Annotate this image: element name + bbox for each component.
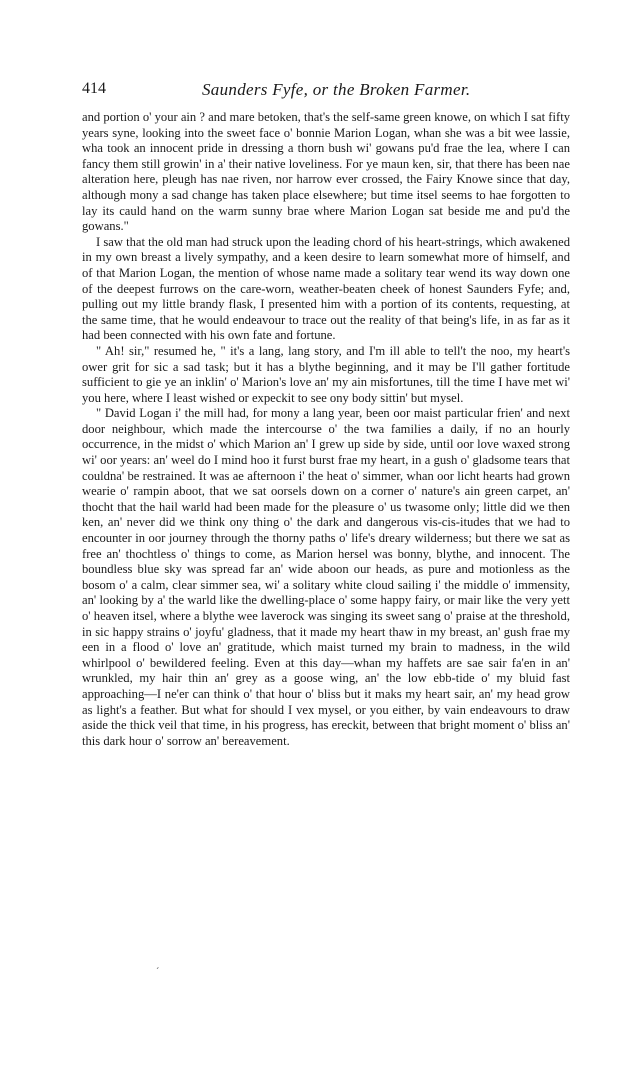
book-page xyxy=(82,80,570,749)
page-number: 414 xyxy=(82,80,106,97)
paragraph-narrator: I saw that the old man had struck upon the leading chord of his heart-strings, which awakened in my own breast a lively sympathy, and a keen desire to learn somewhat more of himself, and of that Marion Logan, the mention of whose name made a solitary tear wend its way down one of the deepest furrows on the care-worn, weather-beaten cheek of honest Saunders Fyfe; and, pulling out my little brandy flask, I presented him with a portion of its contents, requesting, at the same time, that he would endeavour to trace out the reality of that being's life, in as far as it had been connected with his own fate and fortune. xyxy=(82,234,570,343)
stray-ink-mark: ´ xyxy=(156,967,160,978)
running-title: Saunders Fyfe, or the Broken Farmer. xyxy=(202,80,471,99)
paragraph-continuation: and portion o' your ain ? and mare betoken, that's the self-same green knowe, on which I sat fifty years syne, looking into the sweet face o' bonnie Marion Logan, whan she was a bit wee lassie, wha took an innocent pride in dressing a thorn bush wi' gowans pu'd frae the lea, where I can fancy them still growin' in a' their native loveliness. For ye maun ken, sir, that there has been nae alteration here, pleugh has nae riven, nor harrow ever crossed, the Fairy Knowe since that day, although mony a sad change has taken place elsewhere; but time itsel seems to hae forgotten to lay its cauld hand on the warm sunny brae where Marion Logan sat beside me and pu'd the gowans." xyxy=(82,110,570,234)
running-head xyxy=(82,80,570,106)
paragraph-dialogue-ah-sir: " Ah! sir," resumed he, " it's a lang, lang story, and I'm ill able to tell't the noo, my heart's ower grit for sic a sad task; but it has a blythe beginning, and it may be I'll gather fortitude sufficient to gie ye an inklin' o' Marion's love an' my ain misfortunes, till the time I have met wi' you here, where I least wished or expeckit to see ony body sittin' but mysel. xyxy=(82,343,570,405)
body-text xyxy=(82,110,570,749)
paragraph-david-logan: " David Logan i' the mill had, for mony a lang year, been oor maist particular frien' and next door neighbour, which made the intercourse o' the twa families a daily, if no an hourly occurrence, in the midst o' which Marion an' I grew up side by side, until oor love waxed strong wi' oor years: an' weel do I mind hoo it furst burst frae my heart, in a gush o' gladsome tears that couldna' be restrained. It was ae afternoon i' the heat o' simmer, whan oor licht hearts had grown wearie o' rampin aboot, that we sat oorsels down on a corner o' nature's ain green carpet, an' thocht that the hail warld had been made for the pleasure o' us twasome only; little did we then ken, an' never did we think ony thing o' the dark and dangerous vis-cis-itudes that we had to encounter in oor journey through the thorny paths o' life's dreary wilderness; but there we sat as free an' thochtless o' things to come, as Marion hersel was bonny, blythe, and innocent. The boundless blue sky was spread far an' wide aboon our heads, as pure and motionless as the bosom o' a calm, clear simmer sea, wi' a solitary white cloud sailing i' the middle o' immensity, an' looking by a' the warld like the dwelling-place o' some happy fairy, or mair like the very yett o' heaven itsel, where a blythe wee laverock was singing its sweet sang o' praise at the threshold, in sic happy strains o' joyfu' gladness, that it made my heart thaw in my breast, an' gush frae my een in a flood o' love an' gratitude, which maist turned my brain to madness, in the wild whirlpool o' bewildered feeling. Even at this day—whan my haffets are sae sair fa'en in an' wrunkled, my hair thin an' grey as a goose wing, an' the low ebb-tide o' my bluid fast approaching—I ne'er can think o' that hour o' bliss but it maks my heart sair, an' my head grow as light's a feather. But what for should I vex mysel, or you either, by vain endeavours to draw aside the thick veil that time, in his progress, has ereckit, between that bright moment o' bliss an' this dark hour o' sorrow an' bereavement. xyxy=(82,406,570,748)
